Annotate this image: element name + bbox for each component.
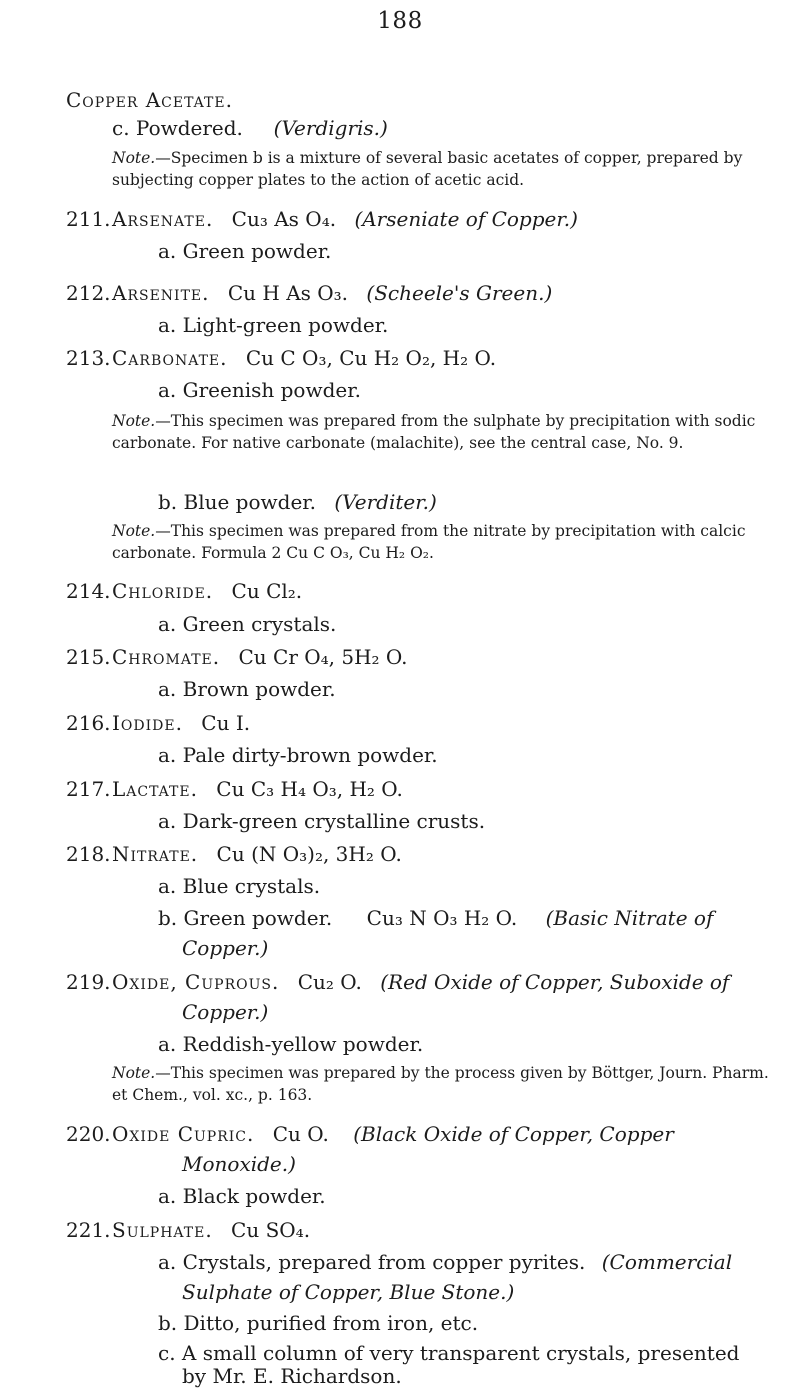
item-text: c. Powdered. <box>112 116 243 140</box>
entry-common-name: (Scheele's Green.) <box>366 281 553 305</box>
entry-218-item-a: a. Blue crystals. <box>158 874 321 898</box>
entry-220-item-a: a. Black powder. <box>158 1184 326 1208</box>
entry-217-item-a: a. Dark-green crystalline crusts. <box>158 809 486 833</box>
entry-219-heading <box>112 970 729 994</box>
item-text: b. Blue powder. <box>158 490 317 514</box>
entry-211-heading <box>112 207 578 231</box>
note-text: —Specimen b is a mixture of several basic acetates of copper, prepared by subjecting copper plates to the action of acetic acid. <box>112 149 743 189</box>
entry-218-heading <box>112 842 402 866</box>
entry-221-item-b: b. Ditto, purified from iron, etc. <box>158 1311 479 1335</box>
entry-formula: Cu H As O₃. <box>227 281 349 305</box>
entry-221-item-a <box>158 1250 732 1274</box>
entry-220-heading <box>112 1122 674 1146</box>
entry-title: Iodide. <box>112 711 183 735</box>
item-text: a. Crystals, prepared from copper pyrites. <box>158 1250 586 1274</box>
entry-number-218: 218. <box>66 842 111 866</box>
entry-221-heading <box>112 1218 310 1242</box>
entry-213-item-a: a. Greenish powder. <box>158 378 361 402</box>
entry-number-216: 216. <box>66 711 111 735</box>
entry-number-217: 217. <box>66 777 111 801</box>
page-number: 188 <box>377 8 423 34</box>
entry-number-221: 221. <box>66 1218 111 1242</box>
acetate-note <box>112 147 772 191</box>
entry-218-item-b <box>158 906 713 930</box>
cuprous-note <box>112 1062 772 1106</box>
entry-number-213: 213. <box>66 346 111 370</box>
entry-title: Oxide Cupric. <box>112 1122 255 1146</box>
entry-211-item-a: a. Green powder. <box>158 239 332 263</box>
entry-formula: Cu Cl₂. <box>231 579 303 603</box>
entry-formula: Cu SO₄. <box>231 1218 311 1242</box>
item-text: b. Green powder. <box>158 906 333 930</box>
entry-216-item-a: a. Pale dirty-brown powder. <box>158 743 438 767</box>
entry-title: Arsenite. <box>112 281 210 305</box>
entry-title: Carbonate. <box>112 346 228 370</box>
entry-214-item-a: a. Green crystals. <box>158 612 337 636</box>
entry-219-name-cont: Copper.) <box>182 1000 269 1024</box>
entry-title: Sulphate. <box>112 1218 213 1242</box>
entry-common-name: (Red Oxide of Copper, Suboxide of <box>380 970 730 994</box>
carbonate-note-a <box>112 410 772 454</box>
entry-220-name-cont: Monoxide.) <box>182 1152 296 1176</box>
entry-216-heading <box>112 711 250 735</box>
item-common-name: (Verditer.) <box>334 490 437 514</box>
entry-215-item-a: a. Brown powder. <box>158 677 336 701</box>
entry-common-name: (Black Oxide of Copper, Copper <box>353 1122 674 1146</box>
entry-213-heading <box>112 346 496 370</box>
note-text: —This specimen was prepared from the nitrate by precipitation with calcic carbonate. Formula 2 Cu C O₃, Cu H₂ O₂. <box>112 522 746 562</box>
entry-217-heading <box>112 777 403 801</box>
entry-215-heading <box>112 645 408 669</box>
entry-221-item-a-cont: Sulphate of Copper, Blue Stone.) <box>182 1280 515 1304</box>
entry-formula: Cu C₃ H₄ O₃, H₂ O. <box>216 777 403 801</box>
entry-title: Arsenate. <box>112 207 214 231</box>
section-heading: Copper Acetate. <box>66 88 233 112</box>
entry-title: Chromate. <box>112 645 221 669</box>
note-lead: Note. <box>112 1064 156 1082</box>
note-text: —This specimen was prepared by the process given by Böttger, Journ. Pharm. et Chem., vol. xc., p. 163. <box>112 1064 769 1104</box>
entry-formula: Cu O. <box>272 1122 329 1146</box>
acetate-item-c <box>112 116 388 140</box>
note-lead: Note. <box>112 412 156 430</box>
entry-formula: Cu₂ O. <box>297 970 362 994</box>
entry-formula: Cu C O₃, Cu H₂ O₂, H₂ O. <box>245 346 497 370</box>
entry-title: Nitrate. <box>112 842 199 866</box>
note-lead: Note. <box>112 149 156 167</box>
entry-number-220: 220. <box>66 1122 111 1146</box>
entry-212-heading <box>112 281 552 305</box>
item-formula: Cu₃ N O₃ H₂ O. <box>366 906 518 930</box>
entry-number-214: 214. <box>66 579 111 603</box>
note-lead: Note. <box>112 522 156 540</box>
note-text: —This specimen was prepared from the sulphate by precipitation with sodic carbonate. For native carbonate (malachite), see the central case, No. 9. <box>112 412 756 452</box>
entry-213-item-b <box>158 490 437 514</box>
entry-number-211: 211. <box>66 207 111 231</box>
entry-formula: Cu Cr O₄, 5H₂ O. <box>238 645 408 669</box>
item-common-name: (Commercial <box>601 1250 733 1274</box>
item-common-name: (Basic Nitrate of <box>545 906 714 930</box>
entry-number-212: 212. <box>66 281 111 305</box>
entry-title: Lactate. <box>112 777 198 801</box>
entry-219-item-a: a. Reddish-yellow powder. <box>158 1032 424 1056</box>
entry-formula: Cu (N O₃)₂, 3H₂ O. <box>216 842 402 866</box>
entry-formula: Cu I. <box>201 711 251 735</box>
entry-212-item-a: a. Light-green powder. <box>158 313 389 337</box>
entry-221-item-c: c. A small column of very transparent crystals, presented <box>158 1341 740 1365</box>
entry-number-215: 215. <box>66 645 111 669</box>
item-common-name: (Verdigris.) <box>273 116 388 140</box>
entry-title: Chloride. <box>112 579 214 603</box>
entry-title: Oxide, Cuprous. <box>112 970 280 994</box>
entry-formula: Cu₃ As O₄. <box>231 207 337 231</box>
entry-214-heading <box>112 579 302 603</box>
entry-218-item-b-cont: Copper.) <box>182 936 269 960</box>
entry-221-item-c-cont: by Mr. E. Richardson. <box>182 1364 402 1388</box>
entry-number-219: 219. <box>66 970 111 994</box>
carbonate-note-b <box>112 520 772 564</box>
entry-common-name: (Arseniate of Copper.) <box>354 207 578 231</box>
